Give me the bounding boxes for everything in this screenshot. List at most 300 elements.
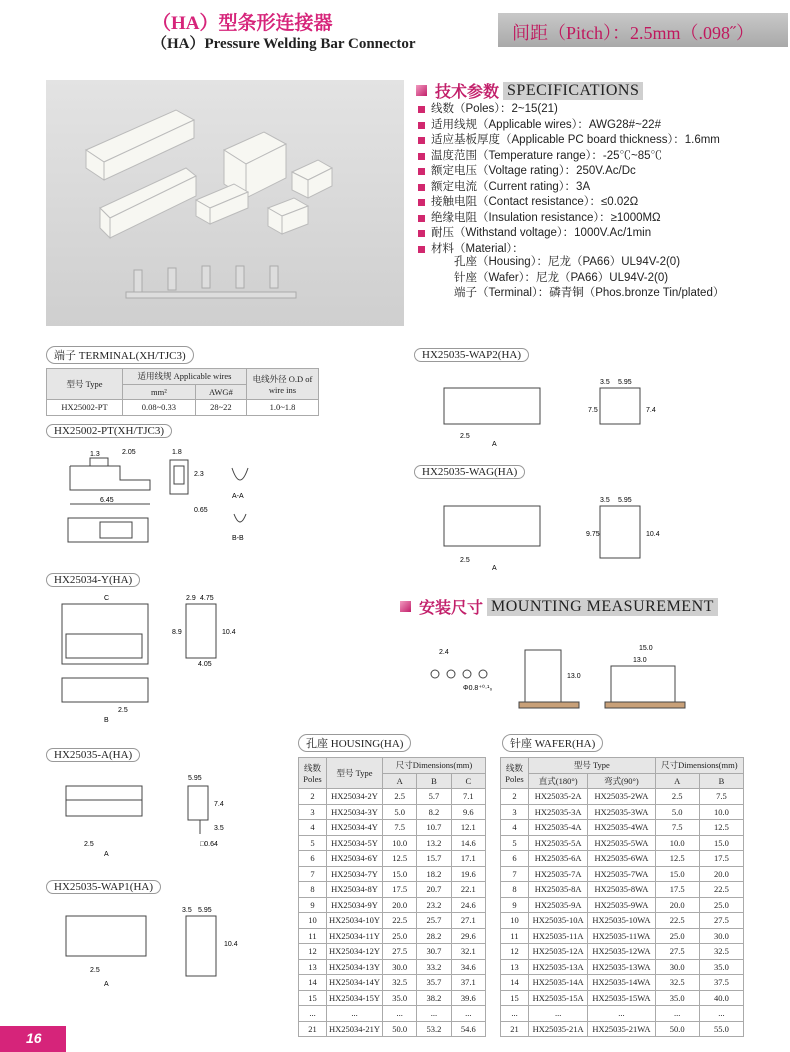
th-w-st: 直式(180°): [529, 773, 588, 789]
table-cell: 15.7: [417, 851, 451, 867]
table-cell: 27.5: [655, 944, 699, 960]
table-cell: ...: [699, 1006, 743, 1022]
table-cell: 24.6: [451, 897, 485, 913]
table-cell: 17.5: [383, 882, 417, 898]
dim-y-7: B: [104, 717, 109, 724]
table-cell: HX25034-3Y: [327, 804, 383, 820]
table-cell: 19.6: [451, 866, 485, 882]
table-cell: 7.1: [451, 789, 485, 805]
drawing-mount: [425, 630, 745, 720]
table-cell: 22.5: [383, 913, 417, 929]
dim-wap1-4: A: [104, 981, 109, 988]
table-cell: HX25035-6A: [529, 851, 588, 867]
spec-text: 适用线规（Applicable wires）：AWG28#~22#: [431, 118, 661, 131]
table-row: [501, 1021, 744, 1037]
page-number: 16: [0, 1026, 66, 1052]
table-cell: 11: [299, 928, 327, 944]
table-cell: HX25035-11A: [529, 928, 588, 944]
table-cell: 2: [299, 789, 327, 805]
table-cell: HX25034-4Y: [327, 820, 383, 836]
mount-title-cn: 安装尺寸: [419, 600, 484, 617]
table-cell: 21: [501, 1021, 529, 1037]
table-row: [299, 959, 486, 975]
table-cell: ...: [451, 1006, 485, 1022]
drawing-a: [60, 770, 240, 860]
table-row: [501, 1006, 744, 1022]
dim-wap1-0: 3.5: [182, 907, 192, 914]
table-cell: HX25035-14WA: [588, 975, 655, 991]
table-cell: 14: [501, 975, 529, 991]
table-cell: HX25034-13Y: [327, 959, 383, 975]
dim-y-2: 4.75: [200, 595, 214, 602]
terminal-mm: 0.08~0.33: [123, 400, 196, 416]
dim-wap2-3: 7.4: [646, 407, 656, 414]
table-cell: HX25034-14Y: [327, 975, 383, 991]
dim-mount-3: 15.0: [639, 645, 653, 652]
spec-text: 温度范围（Temperature range）：-25℃~85℃: [431, 149, 663, 162]
specs-title-cn: 技术参数: [435, 84, 500, 101]
table-cell: 17.5: [699, 851, 743, 867]
table-cell: 10.0: [699, 804, 743, 820]
table-cell: 12.5: [699, 820, 743, 836]
table-row: [501, 804, 744, 820]
dim-wap1-2: 10.4: [224, 941, 238, 948]
table-cell: ...: [417, 1006, 451, 1022]
table-cell: 9.6: [451, 804, 485, 820]
material-item: 针座（Wafer）：尼龙（PA66）UL94V-2(0): [454, 271, 669, 284]
table-cell: HX25034-11Y: [327, 928, 383, 944]
dim-pt-0: 1.3: [90, 451, 100, 458]
table-cell: HX25035-21A: [529, 1021, 588, 1037]
table-row: [299, 990, 486, 1006]
table-cell: 37.1: [451, 975, 485, 991]
table-cell: 7.5: [383, 820, 417, 836]
table-row: [501, 820, 744, 836]
table-cell: 50.0: [383, 1021, 417, 1037]
table-cell: HX25035-13A: [529, 959, 588, 975]
table-cell: 7.5: [655, 820, 699, 836]
table-cell: 5: [299, 835, 327, 851]
table-row: [299, 1006, 486, 1022]
table-cell: 10.0: [655, 835, 699, 851]
table-cell: 35.0: [699, 959, 743, 975]
terminal-type: HX25002-PT: [47, 400, 123, 416]
table-cell: 15.0: [383, 866, 417, 882]
table-cell: HX25035-12WA: [588, 944, 655, 960]
table-cell: 32.5: [699, 944, 743, 960]
table-cell: HX25035-2A: [529, 789, 588, 805]
spec-item: [418, 226, 778, 242]
spec-item: [418, 164, 778, 180]
table-cell: 2.5: [655, 789, 699, 805]
table-cell: HX25034-7Y: [327, 866, 383, 882]
label-wag: HX25035-WAG(HA): [414, 465, 525, 479]
dim-wag-4: 2.5: [460, 557, 470, 564]
table-cell: 20.7: [417, 882, 451, 898]
dim-wap2-5: A: [492, 441, 497, 448]
table-cell: HX25035-21WA: [588, 1021, 655, 1037]
table-cell: 35.7: [417, 975, 451, 991]
table-cell: 32.1: [451, 944, 485, 960]
mount-title-en: MOUNTING MEASUREMENT: [487, 598, 718, 616]
table-row: [299, 944, 486, 960]
connector-illustration: [46, 80, 404, 326]
table-cell: 5: [501, 835, 529, 851]
table-row: [299, 866, 486, 882]
heading-square-icon: [416, 85, 427, 96]
table-cell: 9: [299, 897, 327, 913]
spec-item: [418, 102, 778, 118]
table-cell: 38.2: [417, 990, 451, 1006]
terminal-od: 1.0~1.8: [247, 400, 319, 416]
specs-list: [418, 102, 778, 257]
table-cell: 2.5: [383, 789, 417, 805]
drawing-y: [60, 594, 240, 724]
housing-table: [298, 757, 486, 1037]
spec-text: 线数（Poles）：2~15(21): [431, 103, 558, 115]
table-cell: ...: [327, 1006, 383, 1022]
spec-text: 绝缘电阻（Insulation resistance）：≥1000MΩ: [431, 211, 661, 224]
table-cell: 30.7: [417, 944, 451, 960]
th-w-type: 型号 Type: [529, 758, 656, 774]
th-od: 电线外径 O.D of wire ins: [247, 369, 319, 400]
table-cell: 5.0: [383, 804, 417, 820]
table-cell: 39.6: [451, 990, 485, 1006]
terminal-table: [46, 368, 319, 416]
table-cell: 12.5: [383, 851, 417, 867]
table-cell: 12: [501, 944, 529, 960]
table-cell: 4: [299, 820, 327, 836]
th-awg: AWG#: [195, 384, 246, 400]
table-row: [501, 959, 744, 975]
th-h-type: 型号 Type: [327, 758, 383, 789]
dim-a-5: □0.64: [200, 841, 218, 848]
table-cell: HX25035-3WA: [588, 804, 655, 820]
table-row: [501, 789, 744, 805]
spec-item: [418, 118, 778, 134]
dim-y-4: 10.4: [222, 629, 236, 636]
dim-a-0: 5.95: [188, 775, 202, 782]
dim-pt-3: 2.3: [194, 471, 204, 478]
label-y: HX25034-Y(HA): [46, 573, 140, 587]
table-cell: ...: [299, 1006, 327, 1022]
dim-mount-4: 13.0: [633, 657, 647, 664]
table-cell: 8: [501, 882, 529, 898]
table-cell: 9: [501, 897, 529, 913]
bullet-icon: [418, 199, 425, 206]
table-cell: 15: [299, 990, 327, 1006]
table-cell: 25.0: [383, 928, 417, 944]
table-cell: 40.0: [699, 990, 743, 1006]
table-cell: HX25035-6WA: [588, 851, 655, 867]
table-cell: HX25035-2WA: [588, 789, 655, 805]
table-cell: 27.1: [451, 913, 485, 929]
dim-a-2: 3.5: [214, 825, 224, 832]
bullet-icon: [418, 184, 425, 191]
table-cell: 20.0: [655, 897, 699, 913]
spec-item: [418, 195, 778, 211]
table-cell: HX25035-5A: [529, 835, 588, 851]
table-cell: 6: [501, 851, 529, 867]
dim-y-5: 4.05: [198, 661, 212, 668]
th-w-b: B: [699, 773, 743, 789]
dim-y-0: C: [104, 595, 110, 602]
table-cell: 12.5: [655, 851, 699, 867]
dim-wag-5: A: [492, 565, 497, 572]
th-mm2: mm²: [123, 384, 196, 400]
table-cell: 12: [299, 944, 327, 960]
table-cell: 22.1: [451, 882, 485, 898]
table-cell: 32.5: [383, 975, 417, 991]
dim-pt-6: A-A: [232, 493, 244, 500]
table-cell: HX25035-13WA: [588, 959, 655, 975]
product-photo: [46, 80, 404, 326]
drawing-wag: [440, 490, 680, 580]
table-cell: 10: [299, 913, 327, 929]
label-wap1: HX25035-WAP1(HA): [46, 880, 161, 894]
dim-pt-2: 1.8: [172, 449, 182, 456]
table-cell: ...: [501, 1006, 529, 1022]
dim-wag-3: 10.4: [646, 531, 660, 538]
table-row: [501, 897, 744, 913]
table-row: [299, 789, 486, 805]
bullet-icon: [418, 137, 425, 144]
table-cell: HX25034-5Y: [327, 835, 383, 851]
table-cell: HX25035-7WA: [588, 866, 655, 882]
table-row: [299, 928, 486, 944]
dim-wap2-4: 2.5: [460, 433, 470, 440]
table-cell: 7: [501, 866, 529, 882]
table-cell: HX25035-9A: [529, 897, 588, 913]
housing-tag: 孔座 HOUSING(HA): [298, 734, 411, 752]
table-cell: HX25035-7A: [529, 866, 588, 882]
bullet-icon: [418, 230, 425, 237]
dim-wap2-0: 3.5: [600, 379, 610, 386]
dim-y-6: 2.5: [118, 707, 128, 714]
table-row: [299, 897, 486, 913]
table-cell: HX25034-6Y: [327, 851, 383, 867]
spec-item: [418, 133, 778, 149]
drawing-wap1: [60, 902, 240, 992]
table-row: [501, 882, 744, 898]
specs-heading: [416, 79, 643, 102]
table-cell: 25.0: [655, 928, 699, 944]
th-h-c: C: [451, 773, 485, 789]
table-cell: 35.0: [383, 990, 417, 1006]
table-row: [299, 835, 486, 851]
dim-mount-1: Φ0.8⁺⁰·¹₀: [463, 685, 493, 692]
table-cell: 17.5: [655, 882, 699, 898]
spec-item: [418, 149, 778, 165]
table-cell: 27.5: [383, 944, 417, 960]
dim-mount-2: 13.0: [567, 673, 581, 680]
table-cell: 22.5: [699, 882, 743, 898]
table-cell: 54.6: [451, 1021, 485, 1037]
wafer-table: [500, 757, 744, 1037]
th-w-ra: 弯式(90°): [588, 773, 655, 789]
th-h-a: A: [383, 773, 417, 789]
table-cell: 34.6: [451, 959, 485, 975]
table-cell: HX25034-10Y: [327, 913, 383, 929]
table-row: [299, 820, 486, 836]
table-row: [501, 835, 744, 851]
heading-square-icon: [400, 601, 411, 612]
spec-text: 接触电阻（Contact resistance）：≤0.02Ω: [431, 196, 639, 208]
table-cell: 11: [501, 928, 529, 944]
table-cell: 30.0: [699, 928, 743, 944]
table-row: [299, 975, 486, 991]
table-cell: 29.6: [451, 928, 485, 944]
table-cell: 10: [501, 913, 529, 929]
table-cell: 3: [501, 804, 529, 820]
table-cell: 15: [501, 990, 529, 1006]
th-h-b: B: [417, 773, 451, 789]
table-cell: 5.7: [417, 789, 451, 805]
dim-wap2-1: 5.95: [618, 379, 632, 386]
table-cell: 22.5: [655, 913, 699, 929]
table-cell: 13.2: [417, 835, 451, 851]
table-cell: 7: [299, 866, 327, 882]
bullet-icon: [418, 106, 425, 113]
table-row: [299, 1021, 486, 1037]
table-cell: 10.7: [417, 820, 451, 836]
th-h-dim: 尺寸Dimensions(mm): [383, 758, 486, 774]
spec-text: 适应基板厚度（Applicable PC board thickness）：1.6mm: [431, 134, 720, 146]
table-cell: 7.5: [699, 789, 743, 805]
dim-pt-5: 0.65: [194, 507, 208, 514]
table-cell: 32.5: [655, 975, 699, 991]
spec-item: [418, 211, 778, 227]
bullet-icon: [418, 168, 425, 175]
terminal-tag: 端子 TERMINAL(XH/TJC3): [46, 346, 194, 364]
dim-wag-1: 5.95: [618, 497, 632, 504]
dim-wap1-3: 2.5: [90, 967, 100, 974]
table-cell: 20.0: [383, 897, 417, 913]
table-cell: HX25034-21Y: [327, 1021, 383, 1037]
bullet-icon: [418, 153, 425, 160]
material-item: 孔座（Housing）：尼龙（PA66）UL94V-2(0): [454, 256, 681, 268]
mount-heading: [400, 595, 718, 618]
spec-text: 额定电压（Voltage rating）：250V.Ac/Dc: [431, 165, 636, 177]
dim-a-1: 7.4: [214, 801, 224, 808]
table-cell: 20.0: [699, 866, 743, 882]
table-row: [501, 851, 744, 867]
table-cell: HX25035-10WA: [588, 913, 655, 929]
dim-pt-7: B-B: [232, 535, 244, 542]
table-cell: ...: [529, 1006, 588, 1022]
dim-y-1: 2.9: [186, 595, 196, 602]
table-cell: HX25034-12Y: [327, 944, 383, 960]
drawing-wap2: [440, 372, 680, 452]
table-cell: 37.5: [699, 975, 743, 991]
th-w-a: A: [655, 773, 699, 789]
table-cell: 12.1: [451, 820, 485, 836]
label-wap2: HX25035-WAP2(HA): [414, 348, 529, 362]
bullet-icon: [418, 246, 425, 253]
spec-item: [418, 180, 778, 196]
table-cell: HX25034-2Y: [327, 789, 383, 805]
material-item: 端子（Terminal）：磷青铜（Phos.bronze Tin/plated）: [454, 287, 725, 299]
table-cell: 15.0: [655, 866, 699, 882]
drawing-pt: [60, 446, 260, 556]
table-row: [501, 944, 744, 960]
table-cell: 35.0: [655, 990, 699, 1006]
dim-wap2-2: 7.5: [588, 407, 598, 414]
table-cell: 27.5: [699, 913, 743, 929]
table-cell: 21: [299, 1021, 327, 1037]
table-cell: ...: [655, 1006, 699, 1022]
dim-wag-2: 9.75: [586, 531, 600, 538]
table-row: [501, 928, 744, 944]
table-cell: HX25035-8WA: [588, 882, 655, 898]
table-cell: 2: [501, 789, 529, 805]
title-en: （HA）Pressure Welding Bar Connector: [152, 36, 416, 52]
table-cell: 25.0: [699, 897, 743, 913]
th-w-dim: 尺寸Dimensions(mm): [655, 758, 743, 774]
th-w-poles: 线数 Poles: [501, 758, 529, 789]
table-cell: 55.0: [699, 1021, 743, 1037]
table-cell: HX25035-4WA: [588, 820, 655, 836]
specs-title-en: SPECIFICATIONS: [503, 82, 643, 100]
table-cell: HX25035-11WA: [588, 928, 655, 944]
dim-wag-0: 3.5: [600, 497, 610, 504]
table-cell: 6: [299, 851, 327, 867]
table-cell: 5.0: [655, 804, 699, 820]
table-cell: 23.2: [417, 897, 451, 913]
table-cell: HX25035-8A: [529, 882, 588, 898]
table-cell: HX25035-12A: [529, 944, 588, 960]
table-row: [501, 866, 744, 882]
table-cell: 17.1: [451, 851, 485, 867]
table-row: [501, 975, 744, 991]
table-cell: HX25035-15WA: [588, 990, 655, 1006]
table-cell: HX25035-14A: [529, 975, 588, 991]
dim-mount-0: 2.4: [439, 649, 449, 656]
spec-text: 额定电流（Current rating）：3A: [431, 180, 591, 193]
table-cell: HX25035-15A: [529, 990, 588, 1006]
table-cell: 10.0: [383, 835, 417, 851]
materials-list: [454, 255, 724, 302]
table-cell: 30.0: [655, 959, 699, 975]
bullet-icon: [418, 122, 425, 129]
table-row: [299, 882, 486, 898]
title-cn: （HA）型条形连接器: [152, 13, 333, 34]
table-row: [299, 851, 486, 867]
label-a: HX25035-A(HA): [46, 748, 140, 762]
table-cell: HX25035-9WA: [588, 897, 655, 913]
table-cell: HX25035-10A: [529, 913, 588, 929]
table-cell: ...: [383, 1006, 417, 1022]
bullet-icon: [418, 215, 425, 222]
table-cell: 28.2: [417, 928, 451, 944]
dim-y-3: 8.9: [172, 629, 182, 636]
table-cell: 3: [299, 804, 327, 820]
table-cell: 30.0: [383, 959, 417, 975]
table-cell: 13: [501, 959, 529, 975]
table-row: [299, 804, 486, 820]
dim-wap1-1: 5.95: [198, 907, 212, 914]
table-cell: 53.2: [417, 1021, 451, 1037]
dim-a-4: A: [104, 851, 109, 858]
dim-pt-1: 2.05: [122, 449, 136, 456]
table-cell: 25.7: [417, 913, 451, 929]
label-pt: HX25002-PT(XH/TJC3): [46, 424, 172, 438]
table-row: [299, 913, 486, 929]
table-cell: 15.0: [699, 835, 743, 851]
table-cell: ...: [588, 1006, 655, 1022]
table-cell: 18.2: [417, 866, 451, 882]
table-cell: 33.2: [417, 959, 451, 975]
